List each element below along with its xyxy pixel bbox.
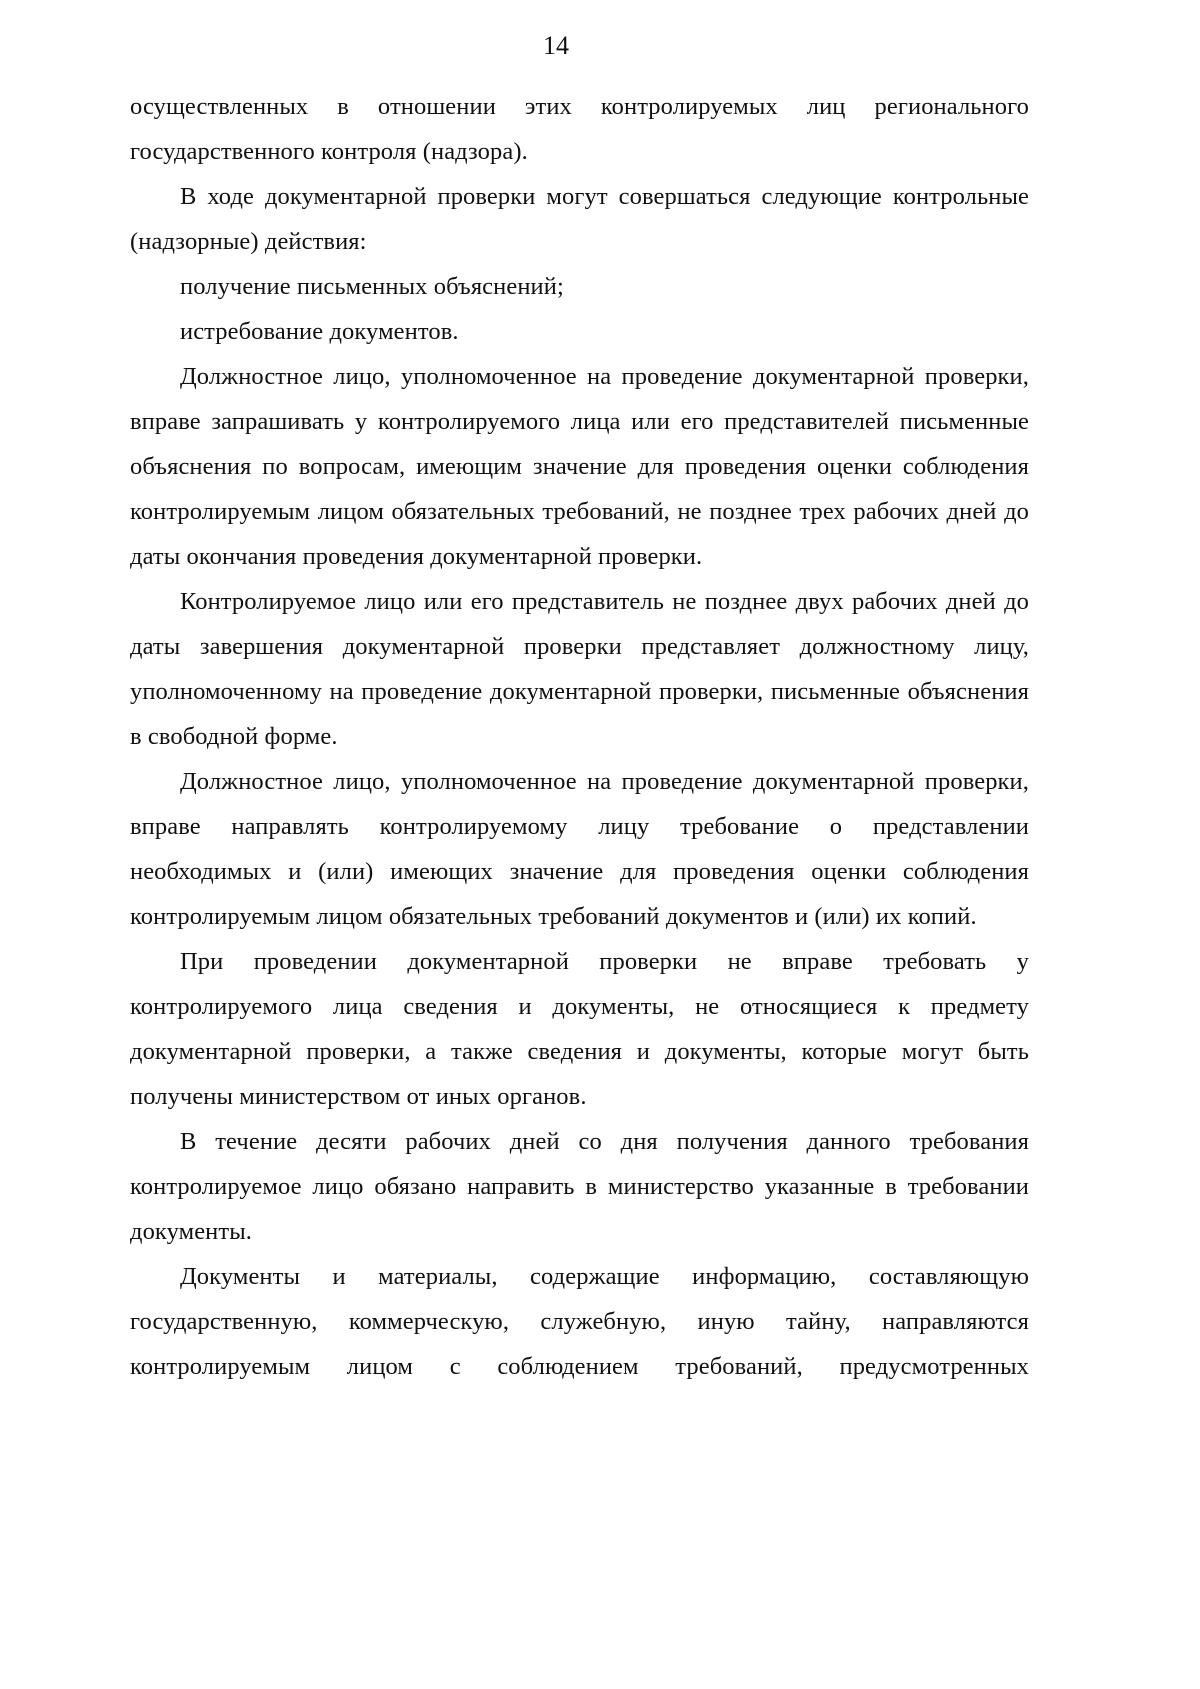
paragraph-7: В течение десяти рабочих дней со дня получения данного требования контролируемое лицо обязано направить в министерство указанные в требовании документы. (130, 1128, 1029, 1245)
paragraph-5: Должностное лицо, уполномоченное на проведение документарной проверки, вправе направлять контролируемому лицу требование о представлении необходимых и (или) имеющих значение для проведения оценки соблюдения контролируемым лицом обязательных требований документов и (или) их копий. (130, 768, 1029, 930)
page-number: 14 (543, 31, 569, 60)
paragraph-8: Документы и материалы, содержащие информацию, составляющую государственную, коммерческую, служебную, иную тайну, направляются контролируемым лицом с соблюдением требований, предусмотренных (130, 1263, 1029, 1380)
document-body (130, 84, 1029, 1389)
paragraph-4: Контролируемое лицо или его представитель не позднее двух рабочих дней до даты завершения документарной проверки представляет должностному лицу, уполномоченному на проведение документарной проверки, письменные объяснения в свободной форме. (130, 588, 1029, 750)
paragraph-2: В ходе документарной проверки могут совершаться следующие контрольные (надзорные) действия: (130, 183, 1029, 255)
list-item-documents: истребование документов. (180, 318, 459, 345)
list-item-explanations: получение письменных объяснений; (180, 273, 564, 300)
paragraph-1: осуществленных в отношении этих контролируемых лиц регионального государственного контроля (надзора). (130, 93, 1029, 165)
paragraph-3: Должностное лицо, уполномоченное на проведение документарной проверки, вправе запрашивать у контролируемого лица или его представителей письменные объяснения по вопросам, имеющим значение для проведения оценки соблюдения контролируемым лицом обязательных требований, не позднее трех рабочих дней до даты окончания проведения документарной проверки. (130, 363, 1029, 570)
paragraph-6: При проведении документарной проверки не вправе требовать у контролируемого лица сведения и документы, не относящиеся к предмету документарной проверки, а также сведения и документы, которые могут быть получены министерством от иных органов. (130, 948, 1029, 1110)
